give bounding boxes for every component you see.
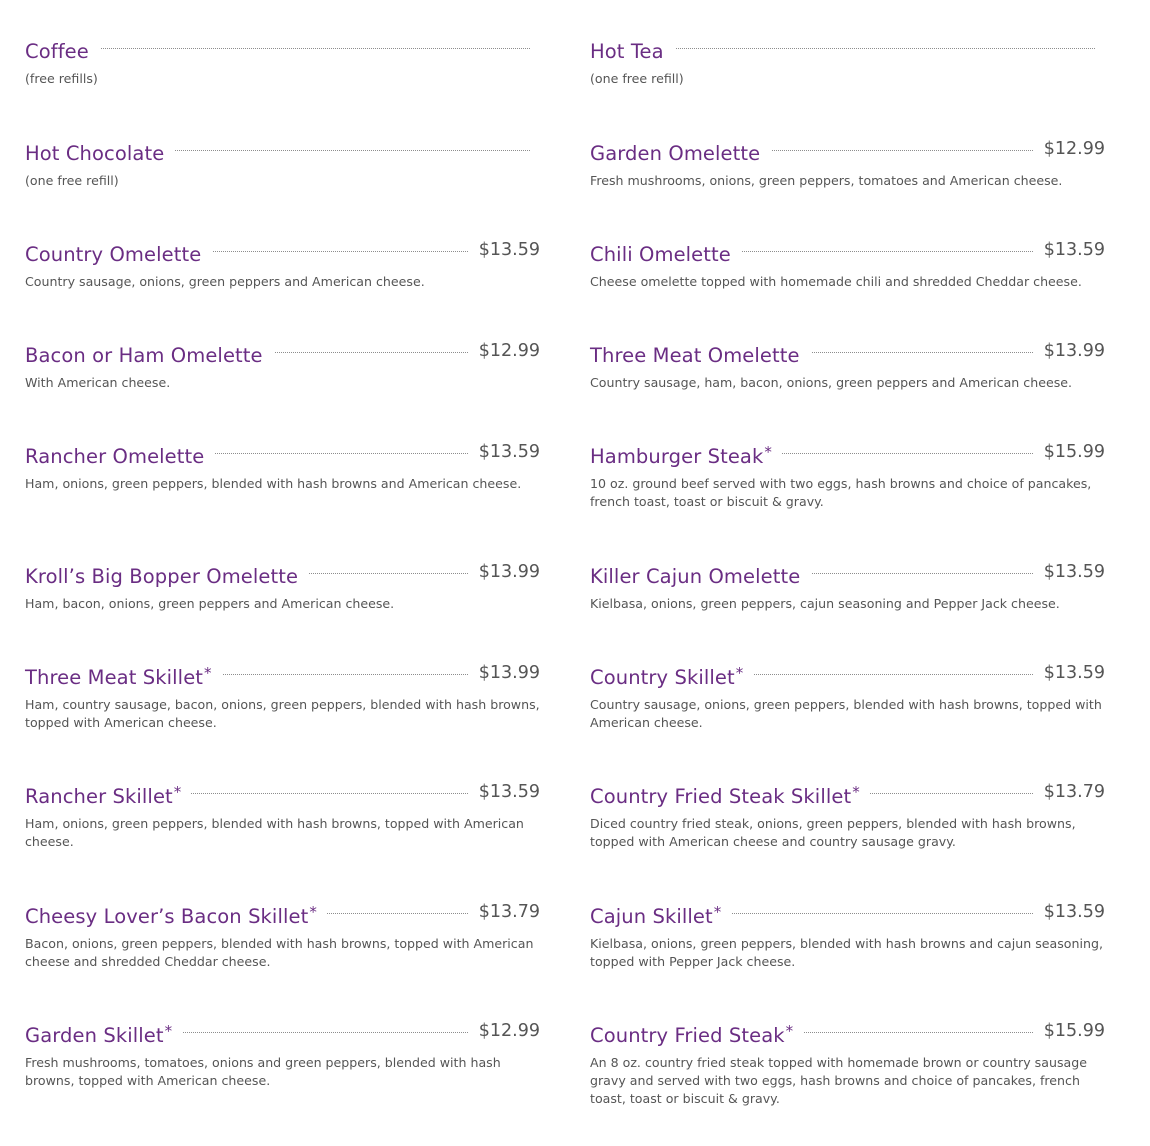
menu-item [590, 1016, 1105, 1108]
menu-item-description: Bacon, onions, green peppers, blended with hash browns, topped with American cheese and shredded Cheddar cheese. [25, 936, 534, 969]
menu-item-description: Country sausage, onions, green peppers and American cheese. [25, 274, 425, 289]
menu-item-price: $13.59 [469, 777, 540, 807]
menu-item-name: Three Meat Omelette [590, 336, 811, 371]
menu-item-name: Country Fried Steak Skillet* [590, 777, 870, 812]
menu-item-description: Kielbasa, onions, green peppers, blended with hash browns and cajun seasoning, topped with Pepper Jack cheese. [590, 936, 1103, 969]
menu-item-description: Ham, onions, green peppers, blended with hash browns and American cheese. [25, 476, 522, 491]
menu-item-price: $12.99 [469, 1016, 540, 1046]
menu-item-name: Rancher Skillet* [25, 777, 191, 812]
menu-item-description: Ham, country sausage, bacon, onions, green peppers, blended with hash browns, topped with American cheese. [25, 697, 540, 730]
menu-item [590, 235, 1105, 291]
menu-item-price: $13.99 [469, 658, 540, 688]
menu-item [25, 134, 540, 190]
menu-item-title-row [25, 32, 540, 62]
menu-item-price: $15.99 [1034, 1016, 1105, 1046]
menu-item-description: Ham, onions, green peppers, blended with hash browns, topped with American cheese. [25, 816, 524, 849]
menu-item [25, 557, 540, 613]
menu-item [590, 336, 1105, 392]
menu-item-description: Fresh mushrooms, onions, green peppers, tomatoes and American cheese. [590, 173, 1063, 188]
menu-item [590, 437, 1105, 511]
menu-item-name: Cajun Skillet* [590, 897, 731, 932]
menu-item [25, 336, 540, 392]
menu-item-description: Kielbasa, onions, green peppers, cajun seasoning and Pepper Jack cheese. [590, 596, 1060, 611]
menu-item-description: With American cheese. [25, 375, 171, 390]
menu-item [590, 897, 1105, 971]
menu-item-name: Rancher Omelette [25, 437, 215, 472]
menu-item-price: $13.59 [1034, 235, 1105, 265]
menu-item-title-row [590, 1016, 1105, 1046]
menu-item-description: (one free refill) [25, 173, 119, 188]
menu-item-price: $13.99 [1034, 336, 1105, 366]
menu-item-title-row [25, 777, 540, 807]
menu-item [25, 777, 540, 851]
menu-item-name: Hot Chocolate [25, 134, 175, 169]
menu-item-name: Country Skillet* [590, 658, 753, 693]
menu-item-description: Country sausage, onions, green peppers, blended with hash browns, topped with American cheese. [590, 697, 1102, 730]
menu-item-title-row [25, 897, 540, 927]
menu-item-title-row [25, 658, 540, 688]
menu-item-price: $13.79 [1034, 777, 1105, 807]
menu-item [590, 134, 1105, 190]
menu-item-price: $15.99 [1034, 437, 1105, 467]
menu-item-name: Garden Skillet* [25, 1016, 182, 1051]
menu-item-name: Hot Tea [590, 32, 675, 67]
menu-item-title-row [25, 235, 540, 265]
menu-item-description: Fresh mushrooms, tomatoes, onions and green peppers, blended with hash browns, topped with American cheese. [25, 1055, 501, 1088]
menu-item-title-row [590, 658, 1105, 688]
menu-item-title-row [590, 336, 1105, 366]
menu-item-title-row [25, 1016, 540, 1046]
menu-item-name: Cheesy Lover’s Bacon Skillet* [25, 897, 327, 932]
menu-item [25, 658, 540, 732]
menu-item-price: $12.99 [469, 336, 540, 366]
dotted-leader [25, 48, 530, 49]
menu-item-title-row [25, 557, 540, 587]
menu-item-description: Country sausage, ham, bacon, onions, green peppers and American cheese. [590, 375, 1073, 390]
menu-item-name: Garden Omelette [590, 134, 771, 169]
menu-item [590, 658, 1105, 732]
menu-item-name: Country Fried Steak* [590, 1016, 803, 1051]
menu-item-name: Kroll’s Big Bopper Omelette [25, 557, 309, 592]
menu-item-title-row [590, 897, 1105, 927]
menu-item-description: Diced country fried steak, onions, green peppers, blended with hash browns, topped with American cheese and country sausage gravy. [590, 816, 1076, 849]
menu-item [25, 32, 540, 88]
menu-item-price: $13.59 [1034, 897, 1105, 927]
menu-item-title-row [590, 437, 1105, 467]
menu-item [25, 235, 540, 291]
menu-item-name: Hamburger Steak* [590, 437, 782, 472]
menu-item-name: Killer Cajun Omelette [590, 557, 811, 592]
menu-item-price: $13.79 [469, 897, 540, 927]
menu-item-name: Bacon or Ham Omelette [25, 336, 274, 371]
menu-item-description: (free refills) [25, 71, 98, 86]
menu-item-description: An 8 oz. country fried steak topped with homemade brown or country sausage gravy and served with two eggs, hash browns and choice of pancakes, french toast, toast or biscuit & gravy. [590, 1055, 1087, 1106]
menu-item-title-row [590, 134, 1105, 164]
menu-item-price: $13.59 [1034, 658, 1105, 688]
menu-item-name: Coffee [25, 32, 100, 67]
menu-item [590, 32, 1105, 88]
menu-item [25, 437, 540, 493]
menu-item-description: Ham, bacon, onions, green peppers and American cheese. [25, 596, 395, 611]
menu-item-title-row [590, 235, 1105, 265]
menu-item-price: $13.59 [1034, 557, 1105, 587]
menu-item-title-row [590, 32, 1105, 62]
menu-item-price: $13.99 [469, 557, 540, 587]
menu-item-price: $12.99 [1034, 134, 1105, 164]
menu-item-description: Cheese omelette topped with homemade chili and shredded Cheddar cheese. [590, 274, 1082, 289]
menu-item-title-row [590, 777, 1105, 807]
menu-item [25, 1016, 540, 1090]
menu-item-price: $13.59 [469, 235, 540, 265]
menu-item-name: Country Omelette [25, 235, 212, 270]
menu-item-description: 10 oz. ground beef served with two eggs, hash browns and choice of pancakes, french toast, toast or biscuit & gravy. [590, 476, 1092, 509]
menu-item-title-row [590, 557, 1105, 587]
menu-item-price: $13.59 [469, 437, 540, 467]
menu-item-title-row [25, 437, 540, 467]
menu-item-description: (one free refill) [590, 71, 684, 86]
menu-item-name: Chili Omelette [590, 235, 742, 270]
menu-item [25, 897, 540, 971]
menu-item-name: Three Meat Skillet* [25, 658, 222, 693]
menu-item [590, 557, 1105, 613]
menu-item-title-row [25, 134, 540, 164]
menu-item [590, 777, 1105, 851]
menu-item-title-row [25, 336, 540, 366]
